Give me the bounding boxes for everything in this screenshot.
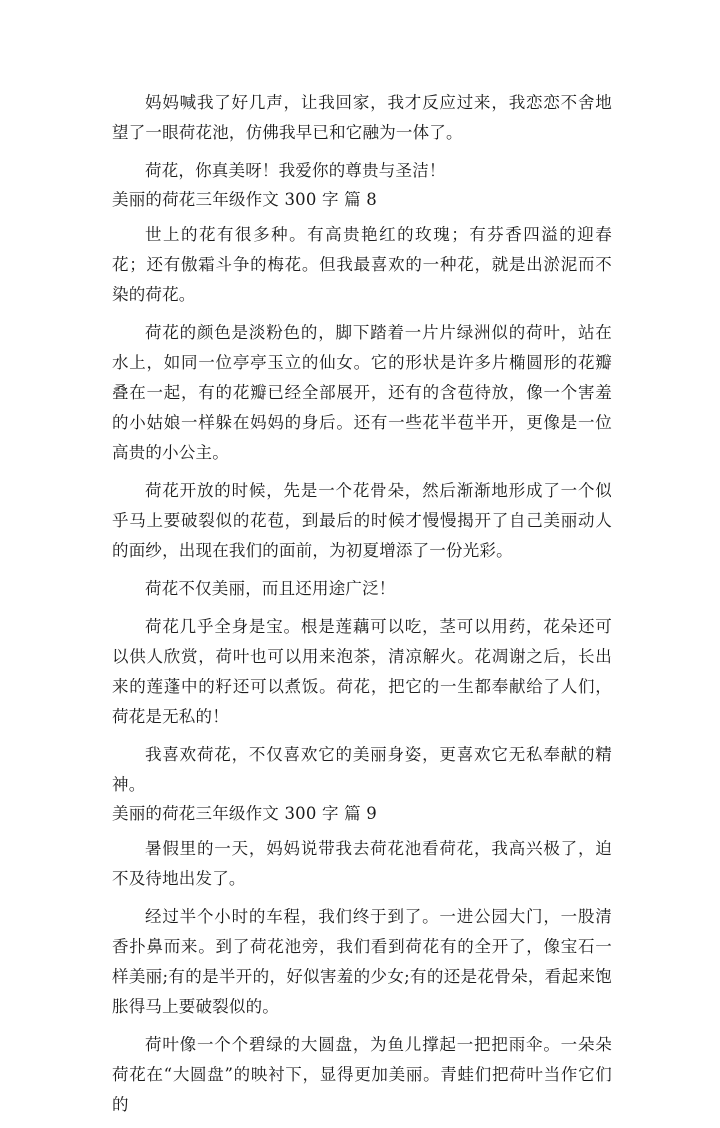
section-heading: 美丽的荷花三年级作文 300 字 篇 9 xyxy=(112,804,377,823)
paragraph: 暑假里的一天，妈妈说带我去荷花池看荷花，我高兴极了，迫不及待地出发了。 xyxy=(112,839,612,888)
paragraph: 经过半个小时的车程，我们终于到了。一进公园大门，一股清香扑鼻而来。到了荷花池旁，我们看到荷花有的全开了，像宝石一样美丽;有的是半开的，好似害羞的少女;有的还是花骨朵，看起来饱胀得马上要破裂似的。 xyxy=(112,907,612,1016)
paragraph: 荷叶像一个个碧绿的大圆盘，为鱼儿撑起一把把雨伞。一朵朵荷花在“大圆盘”的映衬下，显得更加美丽。青蛙们把荷叶当作它们的 xyxy=(112,1035,612,1114)
paragraph: 妈妈喊我了好几声，让我回家，我才反应过来，我恋恋不舍地望了一眼荷花池，仿佛我早已和它融为一体了。 xyxy=(112,93,612,142)
paragraph: 荷花开放的时候，先是一个花骨朵，然后渐渐地形成了一个似乎马上要破裂似的花苞，到最后的时候才慢慢揭开了自己美丽动人的面纱，出现在我们的面前，为初夏增添了一份光彩。 xyxy=(112,481,612,560)
section-heading: 美丽的荷花三年级作文 300 字 篇 8 xyxy=(112,190,377,209)
paragraph: 荷花的颜色是淡粉色的，脚下踏着一片片绿洲似的荷叶，站在水上，如同一位亭亭玉立的仙女。它的形状是许多片椭圆形的花瓣叠在一起，有的花瓣已经全部展开，还有的含苞待放，像一个害羞的小姑娘一样躲在妈妈的身后。还有一些花半苞半开，更像是一位高贵的小公主。 xyxy=(112,323,612,462)
paragraph: 荷花几乎全身是宝。根是莲藕可以吃，茎可以用药，花朵还可以供人欣赏，荷叶也可以用来泡茶，清凉解火。花凋谢之后，长出来的莲蓬中的籽还可以煮饭。荷花，把它的一生都奉献给了人们，荷花是无私的！ xyxy=(112,617,612,726)
paragraph: 我喜欢荷花，不仅喜欢它的美丽身姿，更喜欢它无私奉献的精神。 xyxy=(112,745,612,794)
paragraph: 荷花不仅美丽，而且还用途广泛！ xyxy=(145,579,396,598)
paragraph: 荷花，你真美呀！我爱你的尊贵与圣洁！ xyxy=(145,161,446,180)
document-page xyxy=(112,88,612,1128)
paragraph: 世上的花有很多种。有高贵艳红的玫瑰；有芬香四溢的迎春花；还有傲霜斗争的梅花。但我最喜欢的一种花，就是出淤泥而不染的荷花。 xyxy=(112,225,612,304)
